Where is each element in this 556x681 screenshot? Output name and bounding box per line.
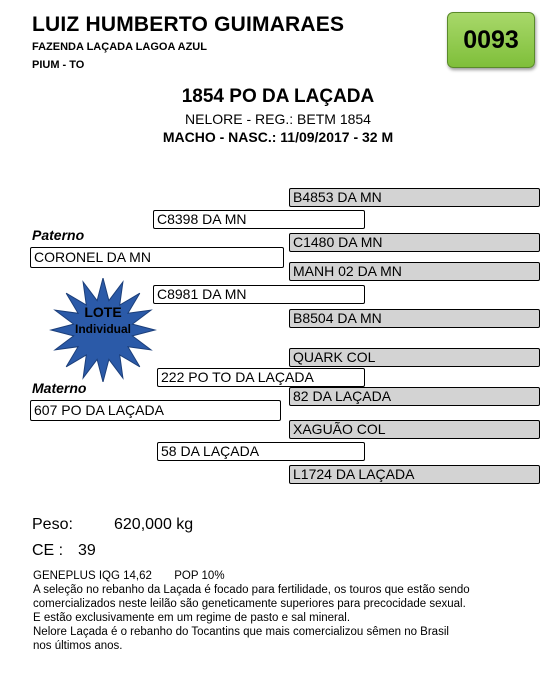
notes-line: Nelore Laçada é o rebanho do Tocantins que mais comercializou sêmen no Brasil [33,626,449,638]
pedigree-dam: 607 PO DA LAÇADA [30,400,281,421]
pedigree-sire-dam: C8981 DA MN [153,285,365,304]
pedigree-sire-dam-dam: B8504 DA MN [289,309,540,328]
animal-breed-registration: NELORE - REG.: BETM 1854 [185,111,371,127]
animal-name: 1854 PO DA LAÇADA [181,86,375,107]
peso-label: Peso: [32,516,73,533]
pedigree-dam-sire-dam: 82 DA LAÇADA [289,387,540,406]
notes-line: comercializados neste leilão são geneticamente superiores para precocidade sexual. [33,598,466,610]
notes-line: GENEPLUS IQG 14,62 POP 10% [33,570,225,582]
owner-location: PIUM - TO [32,59,85,71]
ce-label: CE : [32,542,64,559]
pedigree-sire: CORONEL DA MN [30,247,284,268]
notes-line: nos últimos anos. [33,640,123,652]
ce-value: 39 [78,542,96,559]
badge-line2: Individual [74,322,131,336]
pedigree-dam-sire-sire: QUARK COL [289,348,540,367]
notes-line: E estão exclusivamente em um regime de pasto e sal mineral. [33,612,351,624]
notes-line: A seleção no rebanho da Laçada é focado para fertilidade, os touros que estão sendo [33,584,470,596]
pedigree-dam-dam: 58 DA LAÇADA [157,442,365,461]
peso-value: 620,000 kg [114,516,194,533]
pedigree-sire-sire: C8398 DA MN [153,210,365,229]
pedigree-sire-dam-sire: MANH 02 DA MN [289,262,540,281]
materno-label: Materno [32,380,87,396]
pedigree-sire-sire-sire: B4853 DA MN [289,188,540,207]
lot-number-badge: 0093 [447,12,535,68]
pedigree-dam-dam-dam: L1724 DA LAÇADA [289,465,540,484]
pedigree-dam-dam-sire: XAGUÃO COL [289,420,540,439]
paterno-label: Paterno [32,227,85,243]
owner-farm: FAZENDA LAÇADA LAGOA AZUL [32,41,207,53]
badge-line1: LOTE [84,304,122,320]
owner-name: LUIZ HUMBERTO GUIMARAES [32,13,345,36]
animal-sex-birth: MACHO - NASC.: 11/09/2017 - 32 M [162,129,394,145]
pedigree-dam-sire: 222 PO TO DA LAÇADA [157,368,365,387]
notes-block [33,569,533,653]
pedigree-sire-sire-dam: C1480 DA MN [289,233,540,252]
